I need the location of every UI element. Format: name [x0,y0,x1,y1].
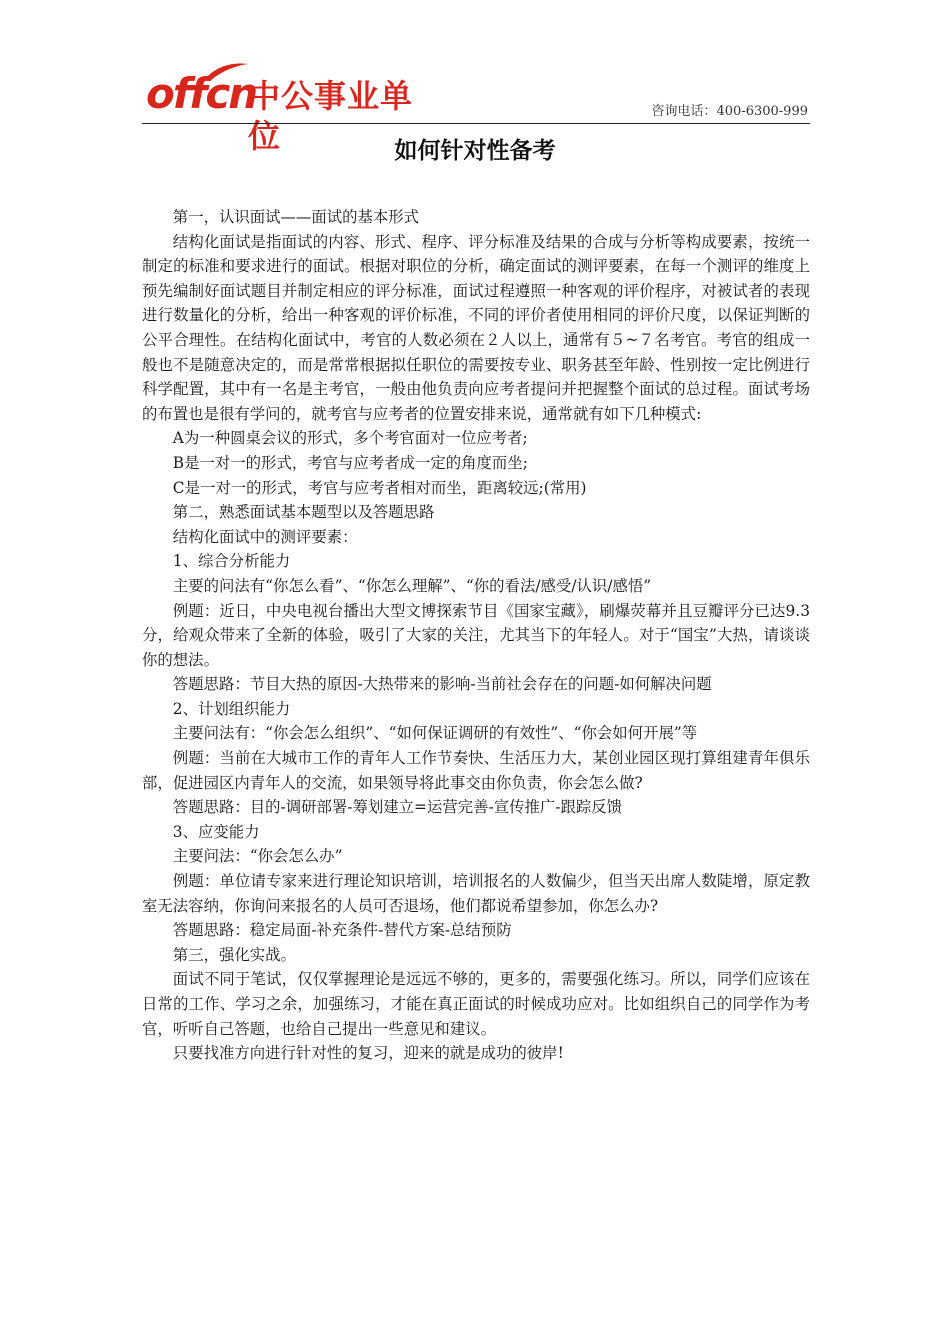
section-heading: 第一，认识面试——面试的基本形式 [172,208,420,226]
answer-outline: 答题思路：稳定局面-补充条件-替代方案-总结预防 [172,921,512,940]
document-title: 如何针对性备考 [394,138,556,164]
offcn-logo [142,64,442,155]
list-item: B是一对一的形式，考官与应考者成一定的角度而坐; [172,453,528,472]
body-paragraph: 主要的问法有“你怎么看”、“你怎么理解”、“你的看法/感受/认识/感悟” [172,576,652,595]
answer-outline: 答题思路：目的-调研部署-筹划建立=运营完善-宣传推广-跟踪反馈 [172,798,623,817]
contact-phone: 咨询电话：400-6300-999 [651,104,808,119]
logo-swoosh-icon [202,62,250,82]
example-paragraph: 例题：当前在大城市工作的青年人工作节奏快、生活压力大，某创业园区现打算组建青年俱乐部，促进园区内青年人的交流，如果领导将此事交由你负责，你会怎么做? [142,749,810,792]
section-heading: 第三，强化实战。 [172,945,296,964]
example-paragraph: 例题：单位请专家来进行理论知识培训，培训报名的人数偏少，但当天出席人数陡增，原定教室无法容纳，你询问来报名的人员可否退场，他们都说希望参加，你怎么办? [142,872,810,915]
list-item: C是一对一的形式，考官与应考者相对而坐，距离较远;(常用) [172,478,587,497]
body-paragraph: 主要问法有：“你会怎么组织”、“如何保证调研的有效性”、“你会如何开展”等 [172,724,698,743]
subsection-heading: 3、应变能力 [172,822,260,841]
list-item: A为一种圆桌会议的形式，多个考官面对一位应考者; [172,429,528,448]
document-body [142,205,810,1066]
subsection-heading: 1、综合分析能力 [172,552,291,571]
body-paragraph: 结构化面试是指面试的内容、形式、程序、评分标准及结果的合成与分析等构成要素，按统一制定的标准和要求进行的面试。根据对职位的分析，确定面试的测评要素，在每一个测评的维度上预先编制好面试题目并制定相应的评分标准，面试过程遵照一种客观的评价程序，对被试者的表现进行数量化的分析，给出一种客观的评价标准，不同的评价者使用相同的评价尺度，以保证判断的公平合理性。在结构化面试中，考官的人数必须在２人以上，通常有５~７名考官。考官的组成一般也不是随意决定的，而是常常根据拟任职位的需要按专业、职务甚至年龄、性别按一定比例进行科学配置，其中有一名是主考官，一般由他负责向应考者提问并把握整个面试的总过程。面试考场的布置也是很有学问的，就考官与应考者的位置安排来说，通常就有如下几种模式: [142,232,810,423]
body-paragraph: 结构化面试中的测评要素： [172,527,358,546]
logo-wordmark: offcn [146,69,257,118]
header-divider [142,123,810,124]
example-paragraph: 例题：近日，中央电视台播出大型文博探索节目《国家宝藏》，刷爆荧幕并且豆瓣评分已达9.3分，给观众带来了全新的体验，吸引了大家的关注，尤其当下的年轻人。对于“国宝”大热，请谈谈你的想法。 [142,601,810,669]
subsection-heading: 2、计划组织能力 [172,699,291,718]
body-paragraph: 面试不同于笔试，仅仅掌握理论是远远不够的，更多的，需要强化练习。所以，同学们应该在日常的工作、学习之余，加强练习，才能在真正面试的时候成功应对。比如组织自己的同学作为考官，听听自己答题，也给自己提出一些意见和建议。 [142,970,810,1038]
logo-chinese-name: 中公事业单位 [248,77,414,155]
body-paragraph: 主要问法：“你会怎么办” [172,847,343,866]
answer-outline: 答题思路：节目大热的原因-大热带来的影响-当前社会存在的问题-如何解决问题 [172,675,712,694]
section-heading: 第二，熟悉面试基本题型以及答题思路 [172,503,435,522]
closing-paragraph: 只要找准方向进行针对性的复习，迎来的就是成功的彼岸! [172,1044,564,1063]
